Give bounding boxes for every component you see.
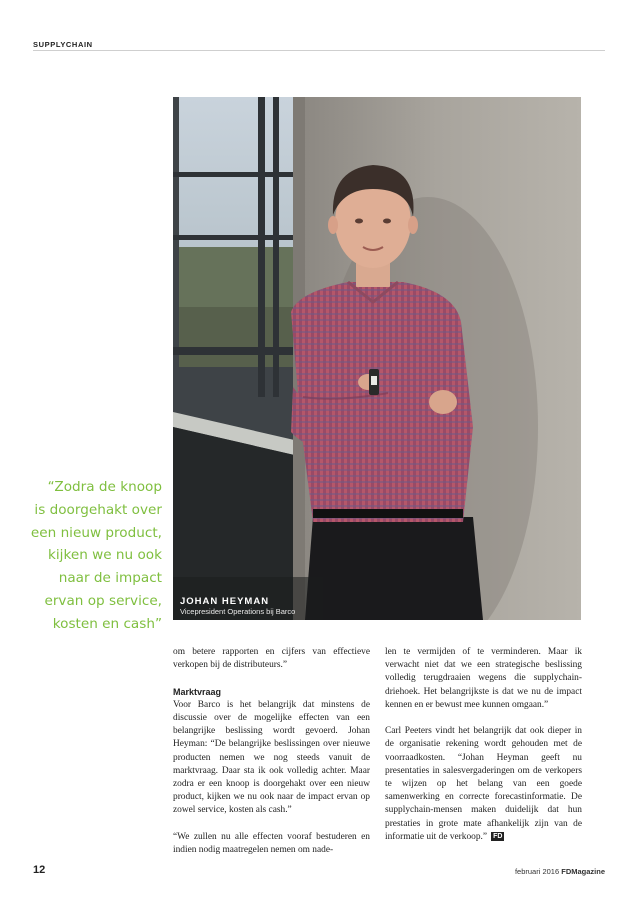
pull-quote-line: naar de impact <box>58 570 162 587</box>
pull-quote-line: kijken we nu ook <box>48 547 162 564</box>
article-paragraph: Voor Barco is het belangrijk dat minstens de discussie over de mogelijke effecten van een belangrijke beslissing wordt gevoerd. Johan Heyman: “De belangrijke beslissingen over nieuwe producten nemen we nog steeds vanuit de marktvraag. Daar sta ik ook volledig achter. Maar zodra er een knoop is doorgehakt over een nieuw product, kijken we nu ook naar de impact ervan op zowel service, kosten als cash.” <box>173 699 370 816</box>
footer-issue-date: februari 2016 <box>514 867 560 876</box>
photo-caption-title: Vicepresident Operations bij Barco <box>180 607 296 616</box>
pull-quote <box>20 476 162 636</box>
header-rule <box>33 50 605 51</box>
pull-quote-line: een nieuw product, <box>30 524 162 541</box>
pull-quote-line: ervan op service, <box>44 592 162 609</box>
pull-quote-line: is doorgehakt over <box>34 501 162 518</box>
article-column-left <box>173 646 370 870</box>
section-label: SUPPLYCHAIN <box>33 40 93 49</box>
pull-quote-line: “Zodra de knoop <box>47 479 162 495</box>
article-paragraph-text: Carl Peeters vindt het belangrijk dat ook dieper in de organisatie rekening wordt gehouden met de voorraadkosten. “Johan Heyman geeft nu presentaties in salesvergaderingen om de verkopers te wijzen op het belang van een goede samenwerking en correcte forecastinformatie. De supplychain-mensen maken duidelijk dat hun prestaties in grote mate afhankelijk zijn van de informatie uit de verkoop.” <box>385 726 582 842</box>
footer-issue <box>515 867 605 876</box>
article-paragraph: “We zullen nu alle effecten vooraf bestuderen en indien nodig maatregelen nemen om nade- <box>173 831 370 856</box>
footer-magazine-name: FDMagazine <box>561 867 605 876</box>
article-paragraph: len te vermijden of te verminderen. Maar ik verwacht niet dat we een strategische beslissing volledig terugdraaien wegens die supplychain-driehoek. Het belangrijkste is dat we nu de impact kennen en er bewust mee kunnen omgaan.” <box>385 647 582 710</box>
article-subhead: Marktvraag <box>173 686 222 697</box>
article-paragraph: om betere rapporten en cijfers van effectieve verkopen bij de distributeurs.” <box>173 647 370 671</box>
article-column-right <box>385 646 582 857</box>
article-paragraph <box>385 725 582 844</box>
page-number: 12 <box>33 864 46 876</box>
photo-caption-name: JOHAN HEYMAN <box>180 596 270 607</box>
fd-end-badge: FD <box>493 832 503 840</box>
portrait-photo <box>173 97 581 620</box>
pull-quote-line: kosten en cash” <box>52 615 162 632</box>
